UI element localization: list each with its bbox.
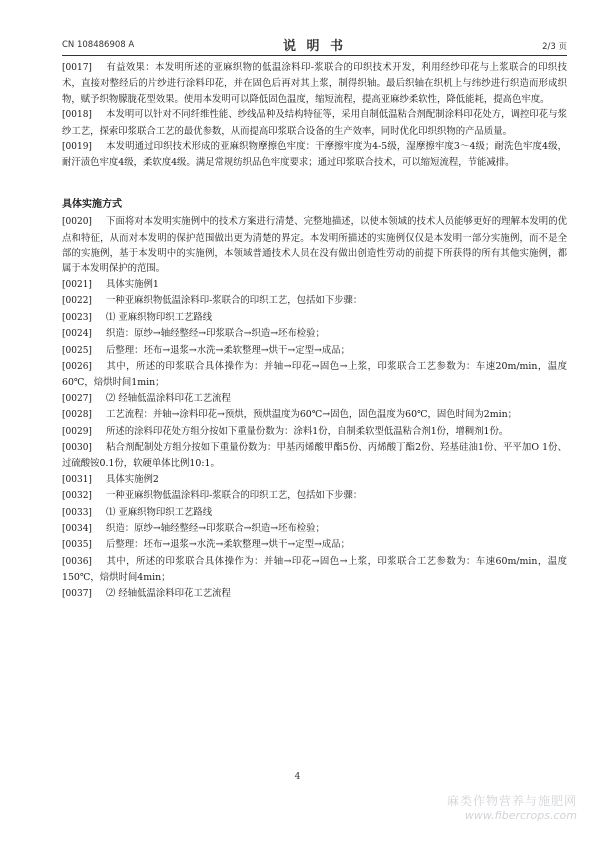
paragraph-text: 本发明通过印织技术形成的亚麻织物摩擦色牢度：干摩擦牢度为4-5级，湿摩擦牢度3～4级；耐洗色牢度4级，耐汗渍色牢度4级，柔软度4级。满足常规纺织品色牢度要求；通过印浆联合技术，可以缩短流程，节能减排。 (62, 141, 567, 169)
paragraph-number: [0021] (62, 279, 92, 290)
paragraph-number: [0018] (62, 110, 92, 121)
paragraph-number: [0035] (62, 540, 92, 551)
paragraph-text: ⑵ 经轴低温涂料印花工艺流程 (106, 587, 231, 599)
paragraph-text: 下面将对本发明实施例中的技术方案进行清楚、完整地描述，以使本领域的技术人员能够更好的理解本发明的优点和特征，从而对本发明的保护范围做出更为清楚的界定。本发明所描述的实施例仅仅是本发明一部分实施例，而不是全部的实施例，基于本发明中的实施例，本领域普通技术人员在没有做出创造性劳动的前提下所获得的所有其他实施例，都属于本发明保护的范围。 (62, 216, 567, 275)
paragraph-number: [0023] (62, 312, 92, 323)
patent-number: CN 108486908 A (62, 40, 135, 50)
paragraph (62, 343, 567, 359)
paragraph-text: ⑴ 亚麻织物印织工艺路线 (106, 311, 213, 323)
paragraph-number: [0017] (62, 63, 92, 73)
paragraph-number: [0033] (62, 507, 92, 518)
paragraph-text: 一种亚麻织物低温涂料印-浆联合的印织工艺，包括如下步骤： (106, 295, 363, 307)
paragraph (62, 359, 567, 391)
paragraph (62, 554, 567, 586)
paragraph-number: [0022] (62, 296, 92, 307)
paragraph-number: [0024] (62, 329, 92, 340)
paragraph-group-bottom (62, 214, 567, 602)
paragraph (62, 139, 567, 171)
section-heading: 具体实施方式 (62, 198, 122, 210)
paragraph (62, 391, 567, 407)
paragraph (62, 310, 567, 326)
site-watermark (447, 792, 577, 822)
paragraph-text: 一种亚麻织物低温涂料印-浆联合的印织工艺，包括如下步骤： (106, 490, 363, 502)
paragraph-text: ⑴ 亚麻织物印织工艺路线 (106, 506, 213, 518)
paragraph (62, 277, 567, 293)
paragraph (62, 407, 567, 423)
paragraph-text: 其中，所述的印浆联合具体操作为：并轴→印花→固色→上浆，印浆联合工艺参数为：车速20m/min，温度60℃，焙烘时间1min； (62, 360, 567, 389)
paragraph-text: 本发明可以针对不同纤维性能、纱线品种及结构特征等，采用自制低温粘合剂配制涂料印花处方，调控印花与浆纱工艺，探索印浆联合工艺的最优参数，从而提高印浆联合设备的生产效率，同时优化印织织物的产品质量。 (62, 109, 567, 137)
paragraph-text: 织造：原纱→轴经整经→印浆联合→织造→坯布检验； (106, 522, 325, 534)
paragraph-number: [0032] (62, 491, 92, 502)
paragraph-text: 后整理：坯布→退浆→水洗→柔软整理→烘干→定型→成品； (106, 539, 351, 551)
paragraph-text: ⑵ 经轴低温涂料印花工艺流程 (106, 392, 231, 404)
paragraph (62, 505, 567, 521)
paragraph-number: [0037] (62, 588, 92, 599)
watermark-site-name: 麻类作物营养与施肥网 (446, 794, 577, 808)
paragraph-number: [0025] (62, 345, 92, 356)
paragraph-text: 粘合剂配制处方组分按如下重量份数为：甲基丙烯酸甲酯5份、丙烯酸丁酯2份、羟基硅油1份、平平加O 1份、过硫酸铵0.1份，软硬单体比例10:1。 (62, 441, 567, 470)
paragraph (62, 586, 567, 602)
paragraph-number: [0031] (62, 474, 92, 485)
paragraph (62, 293, 567, 309)
paragraph (62, 440, 567, 472)
paragraph (62, 488, 567, 504)
paragraph (62, 107, 567, 139)
paragraph-text: 所述的涂料印花处方组分按如下重量份数为：涂料1份，自制柔软型低温粘合剂1份，增稠剂1份。 (106, 425, 509, 437)
document-title: 说 明 书 (282, 39, 347, 54)
paragraph-number: [0036] (62, 556, 92, 567)
paragraph (62, 521, 567, 537)
paragraph-number: [0030] (62, 442, 92, 453)
paragraph-number: [0027] (62, 393, 92, 404)
paragraph-text: 有益效果：本发明所述的亚麻织物的低温涂料印-浆联合的印织技术开发，利用经纱印花与上浆联合的印织技术，直接对整经后的片纱进行涂料印花，并在固色后再对其上浆，制得织轴。最后织轴在织机上与纬纱进行织造而形成织物，赋予织物朦胧花型效果。使用本发明可以降低固色温度，缩短流程，提高亚麻纱柔软性，降低能耗，提高色牢度。 (62, 62, 567, 105)
paragraph-number: [0029] (62, 426, 92, 437)
document-body (62, 60, 567, 602)
paragraph-number: [0019] (62, 142, 92, 153)
paragraph-number: [0026] (62, 361, 92, 372)
paragraph-group-top (62, 60, 567, 171)
paragraph (62, 424, 567, 440)
paragraph (62, 60, 567, 107)
paragraph-number: [0034] (62, 523, 92, 534)
page-number: 4 (294, 772, 301, 782)
watermark-url: www.fibercrops.com (464, 809, 577, 822)
paragraph (62, 537, 567, 553)
paragraph-number: [0028] (62, 410, 92, 421)
paragraph-text: 其中，所述的印浆联合具体操作为：并轴→印花→固色→上浆，印浆联合工艺参数为：车速60m/min，温度150℃，焙烘时间4min； (62, 555, 567, 584)
paragraph-number: [0020] (62, 217, 92, 228)
page-header (62, 38, 567, 54)
paragraph-text: 工艺流程：并轴→涂料印花→预烘，预烘温度为60℃→固色，固色温度为60℃，固色时间为2min； (106, 409, 518, 421)
paragraph (62, 472, 567, 488)
paragraph (62, 214, 567, 277)
paragraph-text: 具体实施例2 (106, 473, 159, 485)
paragraph-text: 具体实施例1 (106, 278, 159, 290)
header-divider (62, 55, 567, 56)
paragraph-text: 织造：原纱→轴经整经→印浆联合→织造→坯布检验； (106, 328, 325, 340)
paragraph (62, 326, 567, 342)
page-indicator: 2/3 页 (542, 42, 567, 52)
paragraph-text: 后整理：坯布→退浆→水洗→柔软整理→烘干→定型→成品； (106, 344, 351, 356)
